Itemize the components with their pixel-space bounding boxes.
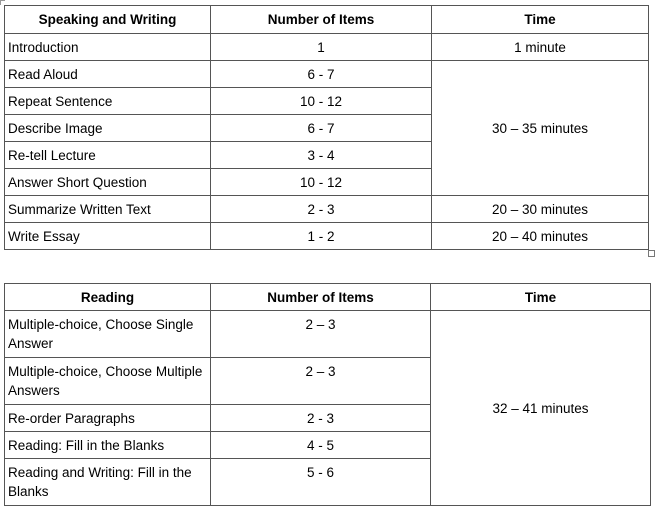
- task-cell: Re-order Paragraphs: [5, 405, 211, 432]
- task-cell: Reading: Fill in the Blanks: [5, 432, 211, 459]
- header-time: Time: [432, 6, 649, 34]
- time-cell: 20 – 40 minutes: [432, 223, 649, 250]
- items-cell: 4 - 5: [211, 432, 431, 459]
- table-row: [5, 61, 649, 88]
- task-cell: Introduction: [5, 34, 211, 61]
- task-cell: Repeat Sentence: [5, 88, 211, 115]
- reading-table: [4, 283, 651, 506]
- table-row: [5, 34, 649, 61]
- items-cell: 5 - 6: [211, 459, 431, 506]
- header-reading: Reading: [5, 284, 211, 311]
- items-cell: 6 - 7: [211, 61, 432, 88]
- task-cell: Multiple-choice, Choose Multiple Answers: [5, 358, 211, 405]
- task-cell: Read Aloud: [5, 61, 211, 88]
- items-cell: 2 – 3: [211, 358, 431, 405]
- table-header-row: [5, 6, 649, 34]
- task-cell: Multiple-choice, Choose Single Answer: [5, 311, 211, 358]
- table-row: [5, 311, 651, 358]
- time-cell: 1 minute: [432, 34, 649, 61]
- header-number-of-items: Number of Items: [211, 284, 431, 311]
- items-cell: 1: [211, 34, 432, 61]
- items-cell: 3 - 4: [211, 142, 432, 169]
- table-row: [5, 223, 649, 250]
- task-cell: Reading and Writing: Fill in the Blanks: [5, 459, 211, 506]
- items-cell: 6 - 7: [211, 115, 432, 142]
- items-cell: 2 - 3: [211, 196, 432, 223]
- items-cell: 10 - 12: [211, 169, 432, 196]
- task-cell: Write Essay: [5, 223, 211, 250]
- task-cell: Describe Image: [5, 115, 211, 142]
- table-row: [5, 196, 649, 223]
- table-header-row: [5, 284, 651, 311]
- header-time: Time: [431, 284, 651, 311]
- task-cell: Summarize Written Text: [5, 196, 211, 223]
- items-cell: 1 - 2: [211, 223, 432, 250]
- merged-time-cell: 30 – 35 minutes: [432, 61, 649, 196]
- time-cell: 20 – 30 minutes: [432, 196, 649, 223]
- items-cell: 10 - 12: [211, 88, 432, 115]
- header-number-of-items: Number of Items: [211, 6, 432, 34]
- table-resize-handle[interactable]: [648, 250, 655, 257]
- speaking-writing-table: [4, 5, 649, 250]
- items-cell: 2 – 3: [211, 311, 431, 358]
- header-speaking-writing: Speaking and Writing: [5, 6, 211, 34]
- task-cell: Answer Short Question: [5, 169, 211, 196]
- task-cell: Re-tell Lecture: [5, 142, 211, 169]
- items-cell: 2 - 3: [211, 405, 431, 432]
- merged-time-cell: 32 – 41 minutes: [431, 311, 651, 506]
